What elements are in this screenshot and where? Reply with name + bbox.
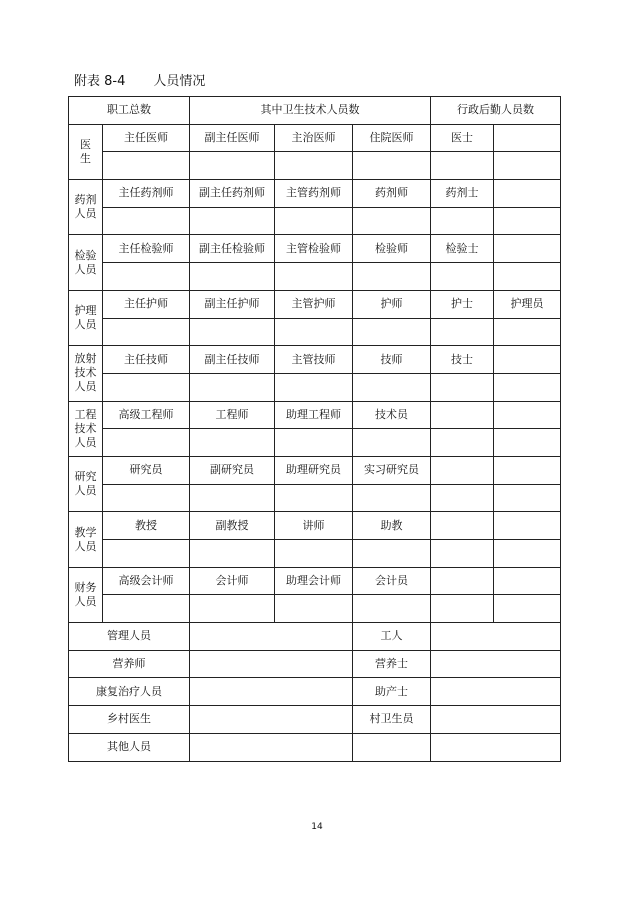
count-cell[interactable] [275,373,353,401]
category-label-line: 人员 [74,262,97,276]
other-label: 其他人员 [69,733,190,761]
category-title-row [69,456,561,484]
other-label [353,733,431,761]
other-label: 乡村医生 [69,706,190,734]
title-cell: 会计师 [190,567,275,595]
category-title-row [69,567,561,595]
other-staff-row [69,733,561,761]
other-count-cell[interactable] [190,650,353,678]
count-cell[interactable] [494,595,561,623]
count-cell[interactable] [103,484,190,512]
count-cell[interactable] [431,595,494,623]
count-cell[interactable] [431,207,494,235]
table-number: 附表 8-4 [74,74,126,89]
title-cell: 主任检验师 [103,235,190,263]
category-label [69,567,103,622]
category-title-row [69,235,561,263]
title-cell: 实习研究员 [353,456,431,484]
count-cell[interactable] [103,263,190,291]
title-cell [494,401,561,429]
category-label-line: 人员 [74,380,97,394]
title-cell: 主任技师 [103,346,190,374]
category-label [69,512,103,567]
other-count-cell[interactable] [431,706,561,734]
title-cell: 助理研究员 [275,456,353,484]
title-cell: 教授 [103,512,190,540]
category-label [69,346,103,401]
category-label-line: 技术 [74,421,97,435]
count-cell[interactable] [353,595,431,623]
title-cell: 副研究员 [190,456,275,484]
category-count-row [69,263,561,291]
count-cell[interactable] [275,152,353,180]
count-cell[interactable] [353,540,431,568]
title-cell: 主管护师 [275,290,353,318]
title-cell: 主管药剂师 [275,180,353,208]
category-label-line: 工程 [74,407,97,421]
count-cell[interactable] [190,373,275,401]
category-count-row [69,540,561,568]
category-label-line: 财务 [74,580,97,594]
count-cell[interactable] [190,429,275,457]
category-count-row [69,318,561,346]
header-admin: 行政后勤人员数 [431,97,561,125]
category-label-line: 人员 [74,207,97,221]
other-label: 助产士 [353,678,431,706]
title-cell [431,567,494,595]
category-label-line: 技术 [74,366,97,380]
category-count-row [69,207,561,235]
category-label-line: 人员 [74,318,97,331]
count-cell[interactable] [494,152,561,180]
title-cell: 副主任检验师 [190,235,275,263]
title-cell [431,456,494,484]
other-count-cell[interactable] [190,623,353,651]
other-staff-row [69,678,561,706]
category-label [69,290,103,345]
count-cell[interactable] [494,373,561,401]
count-cell[interactable] [275,207,353,235]
count-cell[interactable] [190,540,275,568]
count-cell[interactable] [353,484,431,512]
count-cell[interactable] [431,540,494,568]
title-cell [494,512,561,540]
other-label: 村卫生员 [353,706,431,734]
count-cell[interactable] [494,484,561,512]
count-cell[interactable] [190,152,275,180]
count-cell[interactable] [190,595,275,623]
staff-table [68,96,561,762]
title-cell: 护理员 [494,290,561,318]
other-label: 营养师 [69,650,190,678]
count-cell[interactable] [275,263,353,291]
title-cell: 药剂师 [353,180,431,208]
count-cell[interactable] [103,595,190,623]
title-cell: 研究员 [103,456,190,484]
other-count-cell[interactable] [190,706,353,734]
category-label-line: 人员 [74,484,97,498]
count-cell[interactable] [431,263,494,291]
count-cell[interactable] [103,429,190,457]
category-count-row [69,373,561,401]
category-title-row [69,124,561,152]
count-cell[interactable] [353,318,431,346]
count-cell[interactable] [275,429,353,457]
other-staff-row [69,623,561,651]
count-cell[interactable] [103,207,190,235]
category-title-row [69,346,561,374]
count-cell[interactable] [494,429,561,457]
category-label [69,180,103,235]
count-cell[interactable] [190,263,275,291]
title-cell: 副主任护师 [190,290,275,318]
count-cell[interactable] [275,595,353,623]
other-count-cell[interactable] [431,733,561,761]
category-label-line: 人员 [74,435,97,449]
title-cell: 主管检验师 [275,235,353,263]
count-cell[interactable] [275,540,353,568]
title-cell: 护士 [431,290,494,318]
title-cell: 副教授 [190,512,275,540]
count-cell[interactable] [353,373,431,401]
category-count-row [69,429,561,457]
title-cell [431,512,494,540]
category-label [69,235,103,290]
title-cell: 高级工程师 [103,401,190,429]
title-cell: 助理工程师 [275,401,353,429]
count-cell[interactable] [431,152,494,180]
title-cell: 主任药剂师 [103,180,190,208]
other-staff-row [69,650,561,678]
other-label: 工人 [353,623,431,651]
title-cell: 主管技师 [275,346,353,374]
title-cell [431,401,494,429]
other-label: 管理人员 [69,623,190,651]
other-staff-row [69,706,561,734]
category-label [69,401,103,456]
count-cell[interactable] [190,318,275,346]
title-cell: 护师 [353,290,431,318]
title-cell [494,124,561,152]
category-label-line: 生 [80,151,91,165]
category-label [69,124,103,179]
count-cell[interactable] [103,540,190,568]
title-cell: 住院医师 [353,124,431,152]
count-cell[interactable] [353,207,431,235]
count-cell[interactable] [275,318,353,346]
other-label: 营养士 [353,650,431,678]
category-title-row [69,512,561,540]
count-cell[interactable] [494,318,561,346]
count-cell[interactable] [353,152,431,180]
category-label-line: 护理 [74,304,97,317]
title-cell: 副主任医师 [190,124,275,152]
title-cell: 技师 [353,346,431,374]
category-label-line: 教学 [74,525,97,539]
count-cell[interactable] [103,152,190,180]
title-cell: 助教 [353,512,431,540]
category-label-line: 放射 [74,352,97,366]
title-cell: 检验士 [431,235,494,263]
other-count-cell[interactable] [190,733,353,761]
title-cell [494,180,561,208]
count-cell[interactable] [103,373,190,401]
category-count-row [69,595,561,623]
category-label-line: 药剂 [74,193,97,207]
other-count-cell[interactable] [431,650,561,678]
table-title: 人员情况 [153,74,206,89]
title-cell: 技术员 [353,401,431,429]
count-cell[interactable] [190,484,275,512]
category-label-line: 人员 [74,594,97,608]
category-title-row [69,401,561,429]
count-cell[interactable] [353,429,431,457]
title-cell: 副主任技师 [190,346,275,374]
count-cell[interactable] [431,318,494,346]
other-count-cell[interactable] [431,678,561,706]
title-cell: 助理会计师 [275,567,353,595]
title-cell: 副主任药剂师 [190,180,275,208]
title-cell: 技士 [431,346,494,374]
count-cell[interactable] [494,540,561,568]
other-count-cell[interactable] [190,678,353,706]
title-cell: 讲师 [275,512,353,540]
title-cell: 高级会计师 [103,567,190,595]
count-cell[interactable] [431,429,494,457]
category-title-row [69,290,561,318]
category-label [69,456,103,511]
category-title-row [69,180,561,208]
count-cell[interactable] [353,263,431,291]
page-number: 14 [311,822,323,832]
other-count-cell[interactable] [431,623,561,651]
title-cell [494,567,561,595]
title-cell [494,235,561,263]
title-cell: 主任护师 [103,290,190,318]
count-cell[interactable] [275,484,353,512]
title-cell: 工程师 [190,401,275,429]
page-title [74,70,205,89]
header-tech: 其中卫生技术人员数 [190,97,431,125]
category-count-row [69,484,561,512]
category-label-line: 医 [80,137,91,151]
title-cell: 主治医师 [275,124,353,152]
category-count-row [69,152,561,180]
title-cell: 药剂士 [431,180,494,208]
count-cell[interactable] [431,373,494,401]
title-cell [494,346,561,374]
category-label-line: 研究 [74,470,97,484]
header-total: 职工总数 [69,97,190,125]
count-cell[interactable] [103,318,190,346]
count-cell[interactable] [494,263,561,291]
header-row [69,97,561,125]
count-cell[interactable] [494,207,561,235]
title-cell [494,456,561,484]
category-label-line: 人员 [74,539,97,553]
count-cell[interactable] [190,207,275,235]
title-cell: 检验师 [353,235,431,263]
category-label-line: 检验 [74,248,97,262]
title-cell: 会计员 [353,567,431,595]
title-cell: 主任医师 [103,124,190,152]
count-cell[interactable] [431,484,494,512]
title-cell: 医士 [431,124,494,152]
other-label: 康复治疗人员 [69,678,190,706]
